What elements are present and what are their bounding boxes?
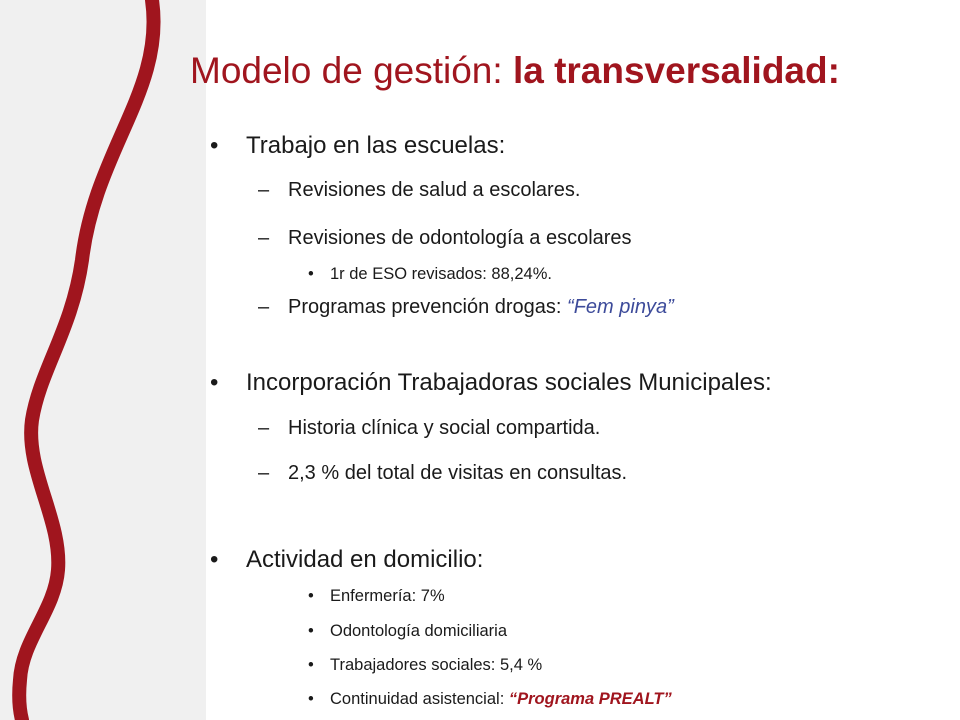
section-heading-social-workers bbox=[210, 369, 772, 397]
sub-list-item bbox=[308, 265, 552, 284]
item-text: Historia clínica y social compartida. bbox=[288, 417, 601, 439]
item-text: Trabajadores sociales: 5,4 % bbox=[330, 656, 543, 674]
list-item bbox=[258, 296, 674, 319]
bullet-marker: • bbox=[210, 369, 219, 396]
list-item bbox=[258, 462, 627, 485]
dash-marker: – bbox=[258, 462, 270, 484]
bullet-marker: • bbox=[308, 656, 314, 674]
section-heading-schools bbox=[210, 132, 505, 160]
sub-list-item bbox=[308, 587, 445, 606]
list-item bbox=[258, 417, 600, 440]
heading-text: Incorporación Trabajadoras sociales Municipales: bbox=[246, 369, 772, 396]
title-normal: Modelo de gestión: bbox=[190, 50, 513, 91]
item-text: Revisiones de odontología a escolares bbox=[288, 227, 632, 249]
decorative-red-curve bbox=[0, 0, 260, 720]
item-text: 2,3 % del total de visitas en consultas. bbox=[288, 462, 628, 484]
bullet-marker: • bbox=[308, 587, 314, 605]
item-text: Enfermería: 7% bbox=[330, 587, 445, 605]
left-gray-stripe bbox=[0, 0, 206, 720]
slide-title bbox=[190, 50, 840, 92]
sub-list-item bbox=[308, 622, 507, 641]
dash-marker: – bbox=[258, 296, 270, 318]
list-item bbox=[258, 179, 580, 202]
list-item bbox=[258, 227, 632, 250]
item-text: Odontología domiciliaria bbox=[330, 622, 508, 640]
item-text: Revisiones de salud a escolares. bbox=[288, 179, 581, 201]
sub-list-item bbox=[308, 690, 672, 709]
bullet-marker: • bbox=[210, 546, 219, 573]
dash-marker: – bbox=[258, 417, 270, 439]
item-text: 1r de ESO revisados: 88,24%. bbox=[330, 265, 552, 283]
item-text: Programas prevención drogas: bbox=[288, 296, 568, 318]
bullet-marker: • bbox=[308, 622, 314, 640]
heading-text: Actividad en domicilio: bbox=[246, 546, 484, 573]
heading-text: Trabajo en las escuelas: bbox=[246, 132, 506, 159]
sub-list-item bbox=[308, 656, 542, 675]
bullet-marker: • bbox=[308, 690, 314, 708]
dash-marker: – bbox=[258, 179, 270, 201]
program-quote: “Fem pinya” bbox=[567, 296, 674, 318]
dash-marker: – bbox=[258, 227, 270, 249]
bullet-marker: • bbox=[308, 265, 314, 283]
title-bold: la transversalidad: bbox=[512, 50, 840, 91]
section-heading-home-activity bbox=[210, 546, 483, 574]
bullet-marker: • bbox=[210, 132, 219, 159]
item-text: Continuidad asistencial: bbox=[330, 690, 509, 708]
program-quote: “Programa PREALT” bbox=[508, 690, 672, 708]
